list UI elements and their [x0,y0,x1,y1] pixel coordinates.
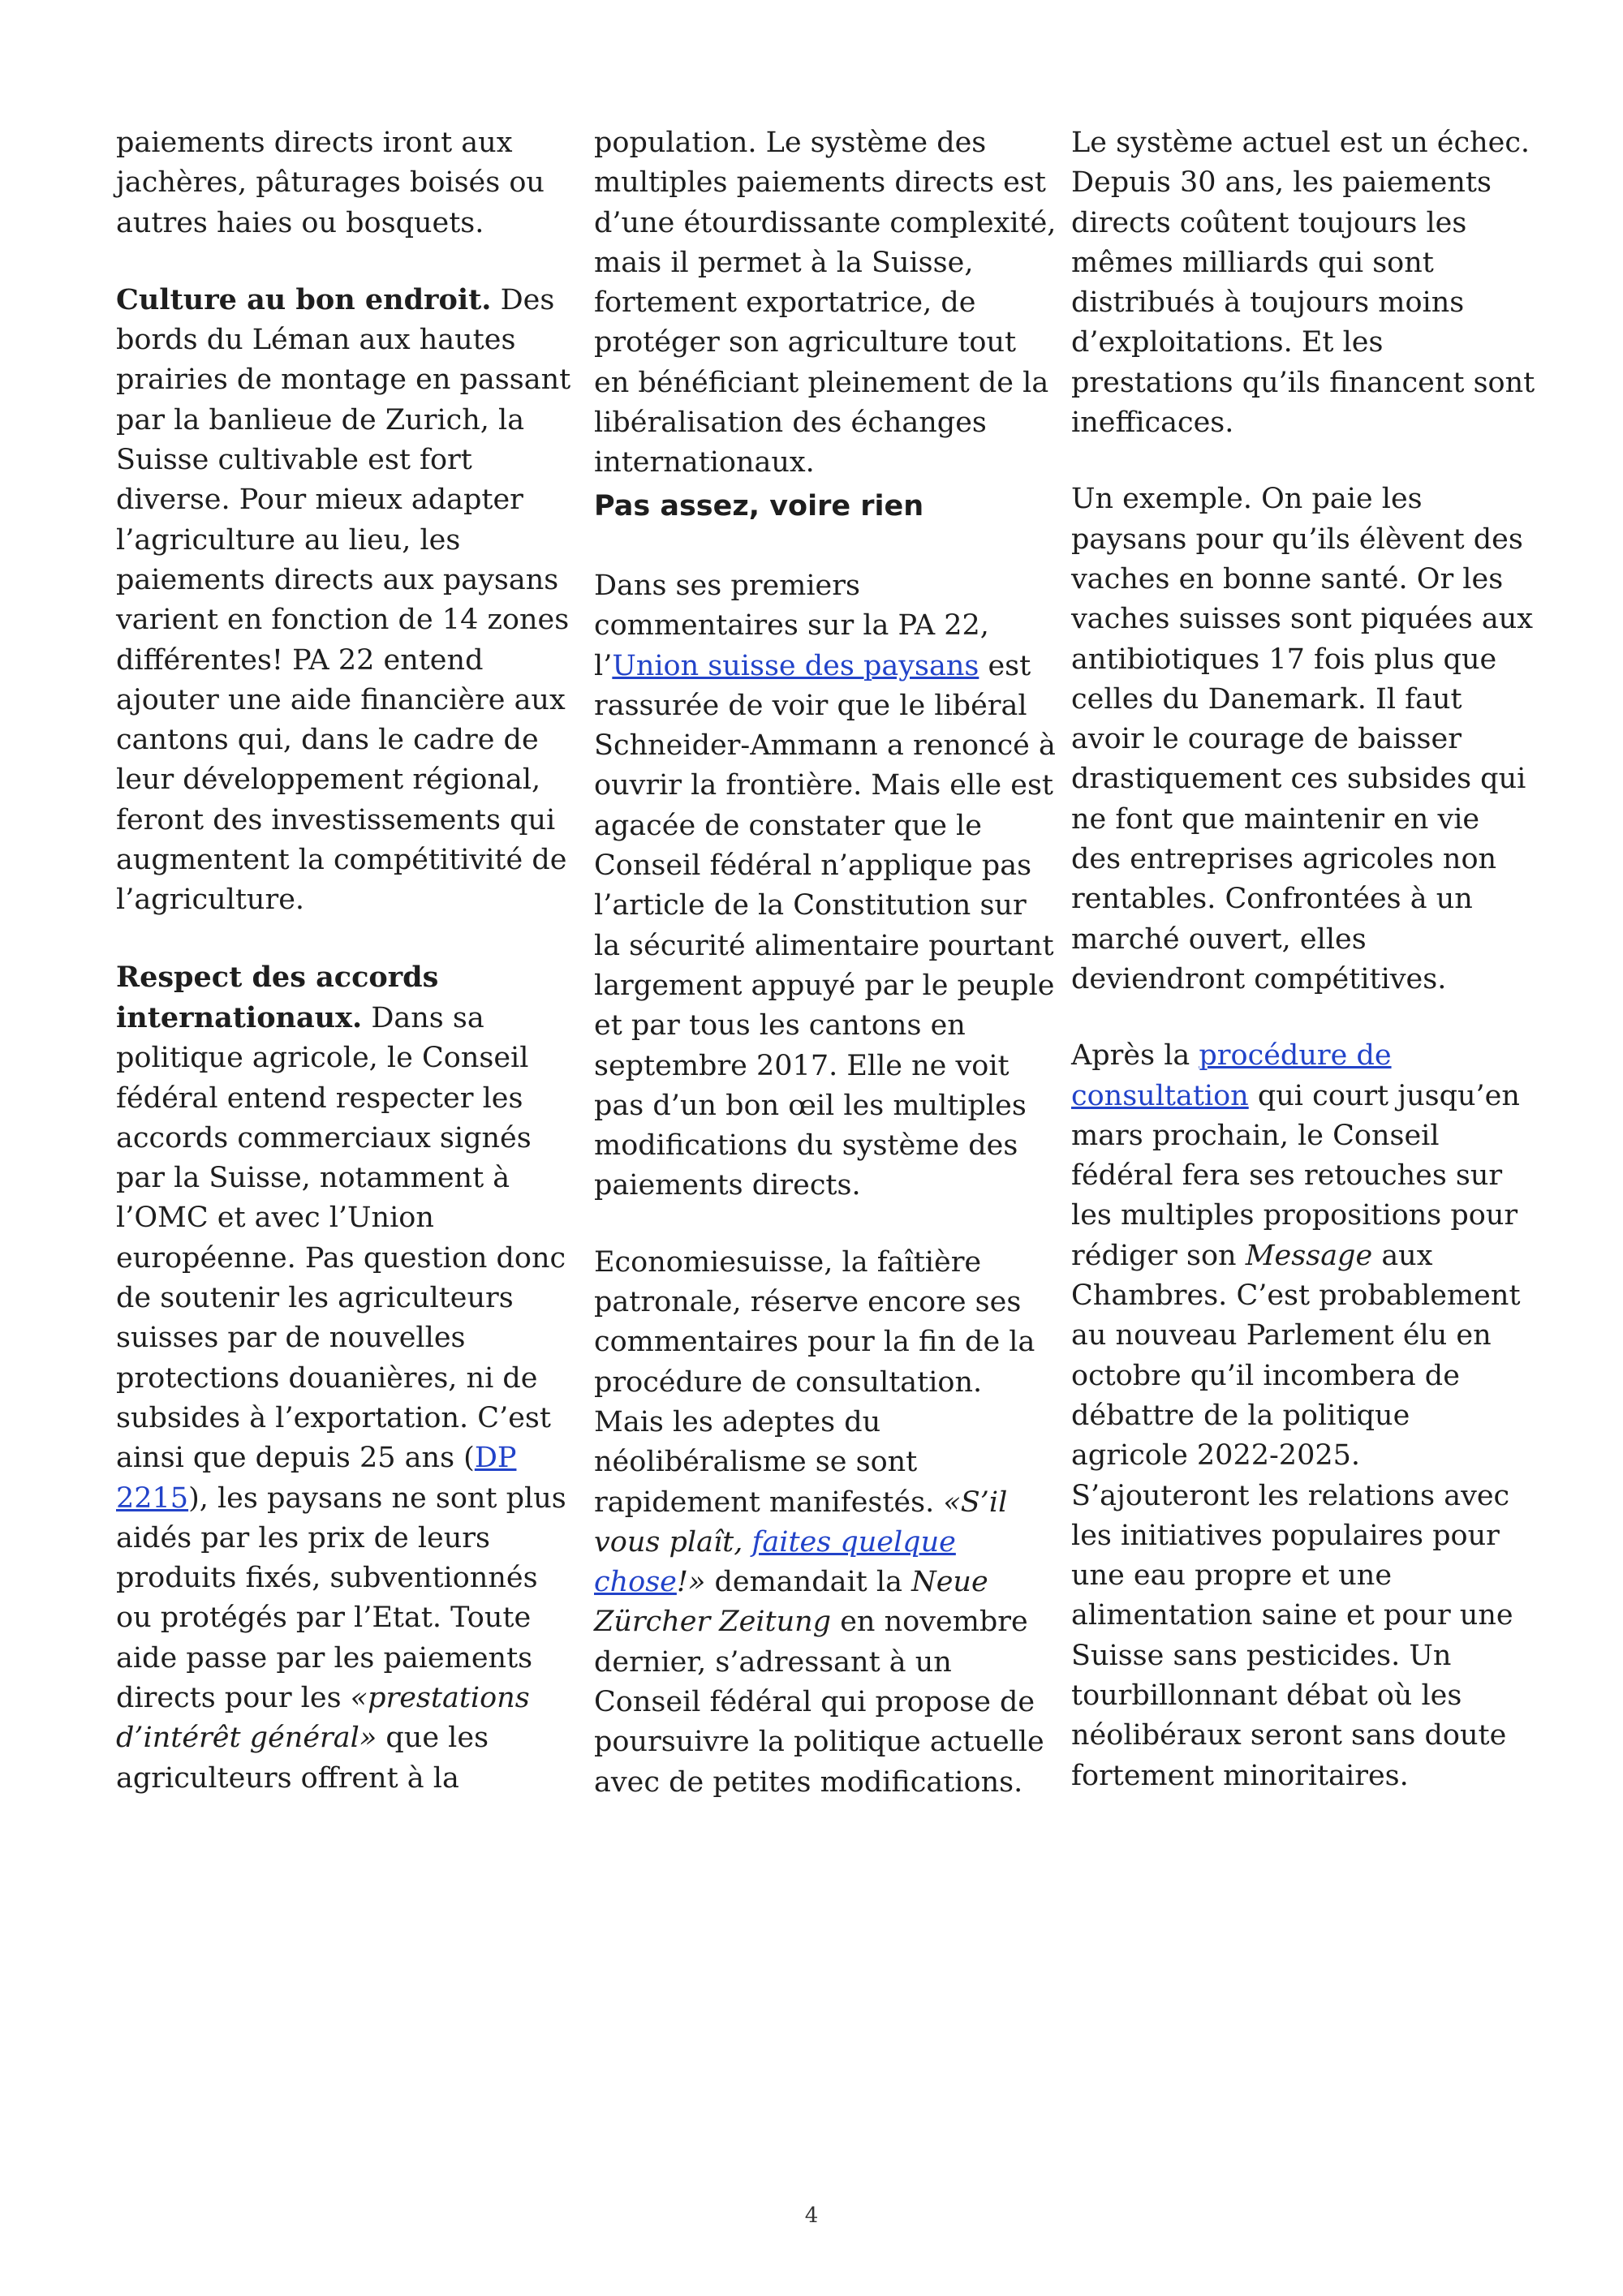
link-union-suisse-des-paysans[interactable]: Union suisse des paysans [612,649,979,682]
paragraph: Le système actuel est un échec. Depuis 30 ans, les paiements directs coûtent toujours les mêmes milliards qui sont distribués à toujours moins d’exploitations. Et les prestations qu’ils financent sont inefficaces. [1071,127,1535,440]
paragraph: population. Le système des multiples paiements directs est d’une étourdissante complexité, mais il permet à la Suisse, fortement exportatrice, de protéger son agriculture tout en bénéficiant pleinement de la libéralisation des échanges internationaux. [594,127,1057,479]
paragraph: Dans ses premiers commentaires sur la PA 22, l’Union suisse des paysans est rassurée de voir que le libéral Schneider-Ammann a renoncé à ouvrir la frontière. Mais elle est agacée de constater que le Conseil fédéral n’applique pas l’article de la Constitution sur la sécurité alimentaire pourtant largement appuyé par le peuple et par tous les cantons en septembre 2017. Elle ne voit pas d’un bon œil les multiples modifications du système des paiements directs. [594,569,1056,1202]
link-dp-2215[interactable]: DP 2215 [116,1442,517,1515]
paragraph: paiements directs iront aux jachères, pâturages boisés ou autres haies ou bosquets. [116,127,545,239]
paragraph: Respect des accords internationaux. Dans sa politique agricole, le Conseil fédéral entend respecter les accords commerciaux signés par la Suisse, notamment à l’OMC et avec l’Union européenne. Pas question donc de soutenir les agriculteurs suisses par de nouvelles protections douanières, ni de subsides à l’exportation. C’est ainsi que depuis 25 ans (DP 2215), les paysans ne sont plus aidés par les prix de leurs produits fixés, subventionnés ou protégés par l’Etat. Toute aide passe par les paiements directs pour les «prestations d’intérêt général» que les agriculteurs offrent à la [116,960,566,1795]
column-3 [1071,123,1535,1796]
paragraph: Après la procédure de consultation qui court jusqu’en mars prochain, le Conseil fédéral fera ses retouches sur les multiples propositions pour rédiger son Message aux Chambres. C’est probablement au nouveau Parlement élu en octobre qu’il incombera de débattre de la politique agricole 2022-2025. S’ajouteront les relations avec les initiatives populaires pour une eau propre et une alimentation saine et pour une Suisse sans pesticides. Un tourbillonnant débat où les néolibéraux seront sans doute fortement minoritaires. [1071,1039,1521,1792]
column-1 [116,123,575,1799]
link-faites-quelque-chose[interactable]: faites quelque chose [594,1525,956,1599]
column-2 [594,123,1058,1803]
paragraph: Culture au bon endroit. Des bords du Léman aux hautes prairies de montage en passant par la banlieue de Zurich, la Suisse cultivable est fort diverse. Pour mieux adapter l’agriculture au lieu, les paiements directs aux paysans varient en fonction de 14 zones différentes! PA 22 entend ajouter une aide financière aux cantons qui, dans le cadre de leur développement régional, feront des investissements qui augmentent la compétitivité de l’agriculture. [116,282,571,917]
paragraph: Un exemple. On paie les paysans pour qu’ils élèvent des vaches en bonne santé. Or les vaches suisses sont piquées aux antibiotiques 17 fois plus que celles du Danemark. Il faut avoir le courage de baisser drastiquement ces subsides qui ne font que maintenir en vie des entreprises agricoles non rentables. Confrontées à un marché ouvert, elles deviendront compétitives. [1071,483,1533,995]
run-in-heading: Culture au bon endroit. [116,282,492,316]
run-in-heading: Respect des accords internationaux. [116,960,439,1034]
page-number: 4 [804,2204,819,2228]
paragraph: Economiesuisse, la faîtière patronale, réserve encore ses commentaires pour la fin de la procédure de consultation. Mais les adeptes du néolibéralisme se sont rapidement manifestés. «S’il vous plaît, faites quelque chose!» demandait la Neue Zürcher Zeitung en novembre dernier, s’adressant à un Conseil fédéral qui propose de poursuivre la politique actuelle avec de petites modifications. [594,1245,1044,1799]
section-heading: Pas assez, voire rien [594,489,924,522]
link-procedure-de-consultation[interactable]: procédure de consultation [1071,1039,1392,1112]
